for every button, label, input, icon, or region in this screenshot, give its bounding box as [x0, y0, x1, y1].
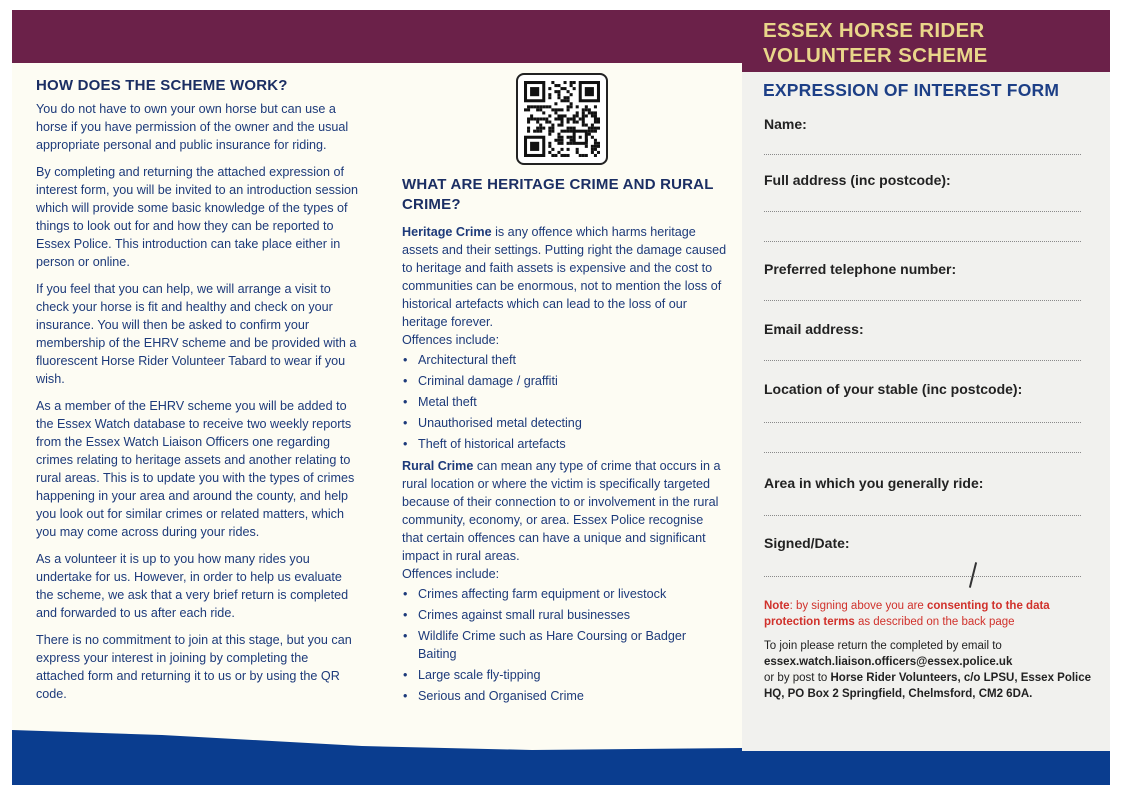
consent-text: consenting to the data protection terms	[764, 600, 1050, 628]
offences-label: Offences include:	[402, 333, 500, 347]
scheme-paragraph: You do not have to own your own horse but can use a horse if you have permission of the owner and the usual appropriate personal and public insurance for riding.	[36, 102, 349, 152]
bullet-icon: •	[403, 668, 408, 682]
list-item: • Wildlife Crime such as Hare Coursing or Badger Baiting	[403, 629, 687, 661]
heritage-offences-list	[402, 351, 727, 453]
data-protection-note: Note: by signing above you are consenting to the data protection terms as described on the back page	[764, 600, 1050, 628]
bullet-icon: •	[403, 353, 408, 367]
scheme-title-banner	[742, 10, 1110, 72]
stable-field-line-1[interactable]	[764, 422, 1081, 423]
right-footer-band	[742, 751, 1110, 785]
bullet-icon: •	[403, 437, 408, 451]
email-field[interactable]	[764, 360, 1081, 361]
postal-address: Horse Rider Volunteers, c/o LPSU, Essex Police HQ, PO Box 2 Springfield, Chelmsford, CM2 6DA.	[764, 672, 1092, 700]
top-maroon-band	[12, 10, 742, 63]
heritage-crime-term: Heritage Crime	[402, 225, 492, 239]
list-item: • Serious and Organised Crime	[403, 689, 584, 703]
note-label: Note	[764, 600, 790, 612]
list-item: • Large scale fly-tipping	[403, 668, 541, 682]
area-field[interactable]	[764, 515, 1081, 516]
scheme-paragraph: By completing and returning the attached expression of interest form, you will be invited to an introduction session which will provide some basic knowledge of the types of things to look out for and how they can be reported to Essex Police. This introduction can take place either in person or online.	[36, 165, 359, 269]
list-item: • Metal theft	[403, 395, 477, 409]
left-column	[36, 76, 358, 712]
list-item: • Theft of historical artefacts	[403, 437, 566, 451]
rural-crime-text: can mean any type of crime that occurs in a rural location or where the victim is specifically targeted because of their connection to or involvement in the rural community, economy, or area. Essex Police recognise that certain offences can have a unique and significant impact in rural areas.	[402, 459, 721, 563]
join-instructions: To join please return the completed by email to essex.watch.liaison.officers@essex.police.uk or by post to Horse Rider Volunteers, c/o LPSU, Essex Police HQ, PO Box 2 Springfield, Chelmsford, CM2 6DA.	[764, 640, 1092, 700]
list-item: • Unauthorised metal detecting	[403, 416, 582, 430]
qr-code-pattern	[524, 81, 600, 157]
list-item: • Criminal damage / graffiti	[403, 374, 558, 388]
signed-label: Signed/Date:	[764, 535, 850, 551]
address-field-line-1[interactable]	[764, 211, 1081, 212]
scheme-paragraph: As a volunteer it is up to you how many rides you undertake for us. However, in order to help us evaluate the scheme, we ask that a very brief return is completed and forwarded to us after each ride.	[36, 552, 349, 620]
bullet-icon: •	[403, 374, 408, 388]
bullet-icon: •	[403, 689, 408, 703]
offences-label: Offences include:	[402, 567, 500, 581]
stable-field-line-2[interactable]	[764, 452, 1081, 453]
signed-date-field[interactable]	[764, 576, 1081, 577]
middle-column	[402, 175, 727, 709]
list-item: • Architectural theft	[403, 353, 516, 367]
form-title: EXPRESSION OF INTEREST FORM	[763, 80, 1060, 100]
phone-label: Preferred telephone number:	[764, 261, 957, 277]
rural-offences-list	[402, 585, 727, 705]
scheme-paragraph: If you feel that you can help, we will arrange a visit to check your horse is fit and healthy and check on your insurance. You will then be asked to confirm your membership of the EHRV scheme and be provided with a fluorescent Horse Rider Volunteer Tabard to wear if you wish.	[36, 282, 357, 386]
leaflet-sheet	[12, 10, 1110, 785]
date-separator	[969, 562, 977, 588]
scheme-heading: HOW DOES THE SCHEME WORK?	[36, 77, 288, 94]
phone-field[interactable]	[764, 300, 1081, 301]
rural-crime-paragraph	[402, 457, 727, 565]
scheme-title: ESSEX HORSE RIDER VOLUNTEER SCHEME	[763, 19, 988, 67]
bullet-icon: •	[403, 629, 408, 643]
contact-email[interactable]: essex.watch.liaison.officers@essex.police.uk	[764, 656, 1013, 668]
email-label: Email address:	[764, 321, 864, 337]
heritage-crime-text: is any offence which harms heritage assets and their settings. Putting right the damage caused to heritage and faith assets is expensive and the cost to communities can be enormous, not to mention the loss of historical artefacts which can lead to the loss of our heritage forever.	[402, 225, 727, 329]
bullet-icon: •	[403, 395, 408, 409]
address-field-line-2[interactable]	[764, 241, 1081, 242]
bullet-icon: •	[403, 608, 408, 622]
bottom-navy-band	[12, 730, 742, 785]
rural-crime-term: Rural Crime	[402, 459, 474, 473]
qr-code	[516, 73, 608, 165]
heritage-crime-paragraph	[402, 223, 727, 331]
scheme-paragraph: As a member of the EHRV scheme you will be added to the Essex Watch database to receive two weekly reports from the Essex Watch Liaison Officers one regarding crimes relating to heritage assets and another relating to rural areas. This is to update you with the types of crimes happening in your area and around the county, and help you look out for similar crimes or related matters, which you may come across during your rides.	[36, 399, 355, 539]
name-label: Name:	[764, 116, 807, 132]
crime-heading: WHAT ARE HERITAGE CRIME AND RURAL CRIME?	[402, 176, 714, 213]
list-item: • Crimes affecting farm equipment or livestock	[403, 587, 667, 601]
area-label: Area in which you generally ride:	[764, 475, 984, 491]
interest-form-panel	[742, 10, 1110, 785]
address-label: Full address (inc postcode):	[764, 172, 951, 188]
list-item: • Crimes against small rural businesses	[403, 608, 631, 622]
scheme-paragraph: There is no commitment to join at this stage, but you can express your interest in joining by completing the attached form and returning it to us or by using the QR code.	[36, 633, 352, 701]
name-field[interactable]	[764, 154, 1081, 155]
bullet-icon: •	[403, 587, 408, 601]
bullet-icon: •	[403, 416, 408, 430]
stable-label: Location of your stable (inc postcode):	[764, 381, 1023, 397]
